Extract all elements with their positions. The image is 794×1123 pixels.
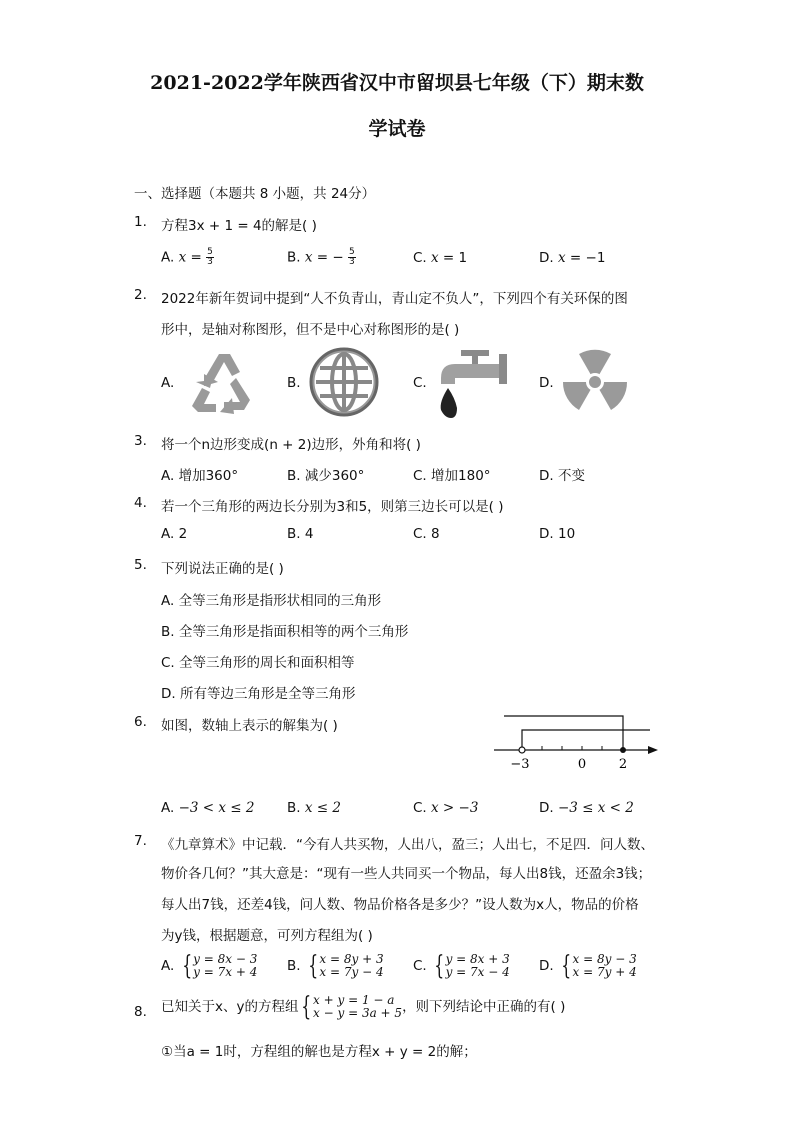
question-number: 7.	[134, 833, 147, 849]
question-text-line1: 2022年新年贺词中提到“人不负青山，青山定不负人”，下列四个有关环保的图	[161, 291, 628, 307]
question-text: 将一个n边形变成(n + 2)边形，外角和将( )	[161, 437, 421, 453]
question-text: 已知关于x、y的方程组 {x + y = 1 − a x − y = 3a + 5，则下列结论中正确的有( )	[161, 992, 566, 1022]
question-text-line3: 每人出7钱，还差4钱，问人数、物品价格各是多少？”设人数为x人，物品的价格	[161, 897, 639, 913]
question-number: 2.	[134, 287, 147, 303]
option-d: D. −3 ≤ x < 2	[539, 800, 634, 816]
option-c: C. {y = 8x + 3 y = 7x − 4	[413, 951, 510, 981]
option-b: B. 全等三角形是指面积相等的两个三角形	[161, 624, 409, 640]
question-text: 下列说法正确的是( )	[161, 561, 284, 577]
closed-point	[620, 747, 626, 753]
globe-icon	[307, 346, 381, 418]
open-point	[519, 747, 525, 753]
option-d: D. 不变	[539, 468, 585, 484]
option-a: A. 增加360°	[161, 468, 239, 484]
option-a: A. 全等三角形是指形状相同的三角形	[161, 593, 382, 609]
page-title-line1: 2021-2022学年陕西省汉中市留坝县七年级（下）期末数	[150, 72, 644, 94]
option-c: C. x = 1	[413, 250, 468, 266]
question-text: 若一个三角形的两边长分别为3和5，则第三边长可以是( )	[161, 499, 504, 515]
option-d: D. 所有等边三角形是全等三角形	[161, 686, 356, 702]
question-text: 如图，数轴上表示的解集为( )	[161, 718, 338, 734]
recycle-icon	[184, 346, 258, 418]
option-b: B. x ≤ 2	[287, 800, 341, 816]
option-a: A. {y = 8x − 3 y = 7x + 4	[161, 951, 258, 981]
lower-bracket	[522, 730, 650, 750]
label-two: 2	[618, 757, 628, 772]
question-text-line4: 为y钱，根据题意，可列方程组为( )	[161, 928, 373, 944]
option-b: B. {x = 8y + 3 x = 7y − 4	[287, 951, 384, 981]
question-text-line1: 《九章算术》中记载．“今有人共买物，人出八，盈三；人出七，不足四．问人数、	[161, 837, 654, 853]
option-d-label: D.	[539, 375, 554, 391]
option-a: A. x = $\frac{5}{3}$	[161, 247, 213, 267]
option-c: C. 8	[413, 526, 440, 542]
option-d: D. x = −1	[539, 250, 606, 266]
option-b: B. 4	[287, 526, 314, 542]
label-minus3: −3	[510, 757, 530, 772]
question-number: 8.	[134, 1004, 147, 1020]
axis-arrow	[648, 746, 658, 754]
option-b: B. 减少360°	[287, 468, 365, 484]
option-a: A. −3 < x ≤ 2	[161, 800, 255, 816]
section-heading: 一、选择题（本题共 8 小题，共 24分）	[134, 186, 376, 202]
question-text: 方程3x + 1 = 4的解是( )	[161, 218, 317, 234]
radiation-icon	[559, 346, 631, 418]
option-b: B. x = − $\frac{5}{3}$	[287, 247, 355, 267]
option-a-label: A.	[161, 375, 175, 391]
option-c-label: C.	[413, 375, 427, 391]
faucet-icon	[435, 348, 511, 420]
question-number: 6.	[134, 714, 147, 730]
question-number: 3.	[134, 433, 147, 449]
question-number: 5.	[134, 557, 147, 573]
option-c: C. 增加180°	[413, 468, 491, 484]
question-text-line2: 物价各几何？”其大意是：“现有一些人共同买一个物品，每人出8钱，还盈余3钱；	[161, 866, 652, 882]
option-c: C. 全等三角形的周长和面积相等	[161, 655, 355, 671]
page-title-line2: 学试卷	[368, 118, 426, 140]
option-d: D. {x = 8y − 3 x = 7y + 4	[539, 951, 637, 981]
question-number: 1.	[134, 214, 147, 230]
option-c: C. x > −3	[413, 800, 479, 816]
question-text-line2: 形中，是轴对称图形，但不是中心对称图形的是( )	[161, 322, 460, 338]
option-d: D. 10	[539, 526, 576, 542]
number-line-figure	[490, 708, 662, 774]
option-b-label: B.	[287, 375, 301, 391]
question-number: 4.	[134, 495, 147, 511]
option-a: A. 2	[161, 526, 188, 542]
label-zero: 0	[577, 757, 587, 772]
statement-1: ①当a = 1时，方程组的解也是方程x + y = 2的解；	[161, 1044, 477, 1060]
